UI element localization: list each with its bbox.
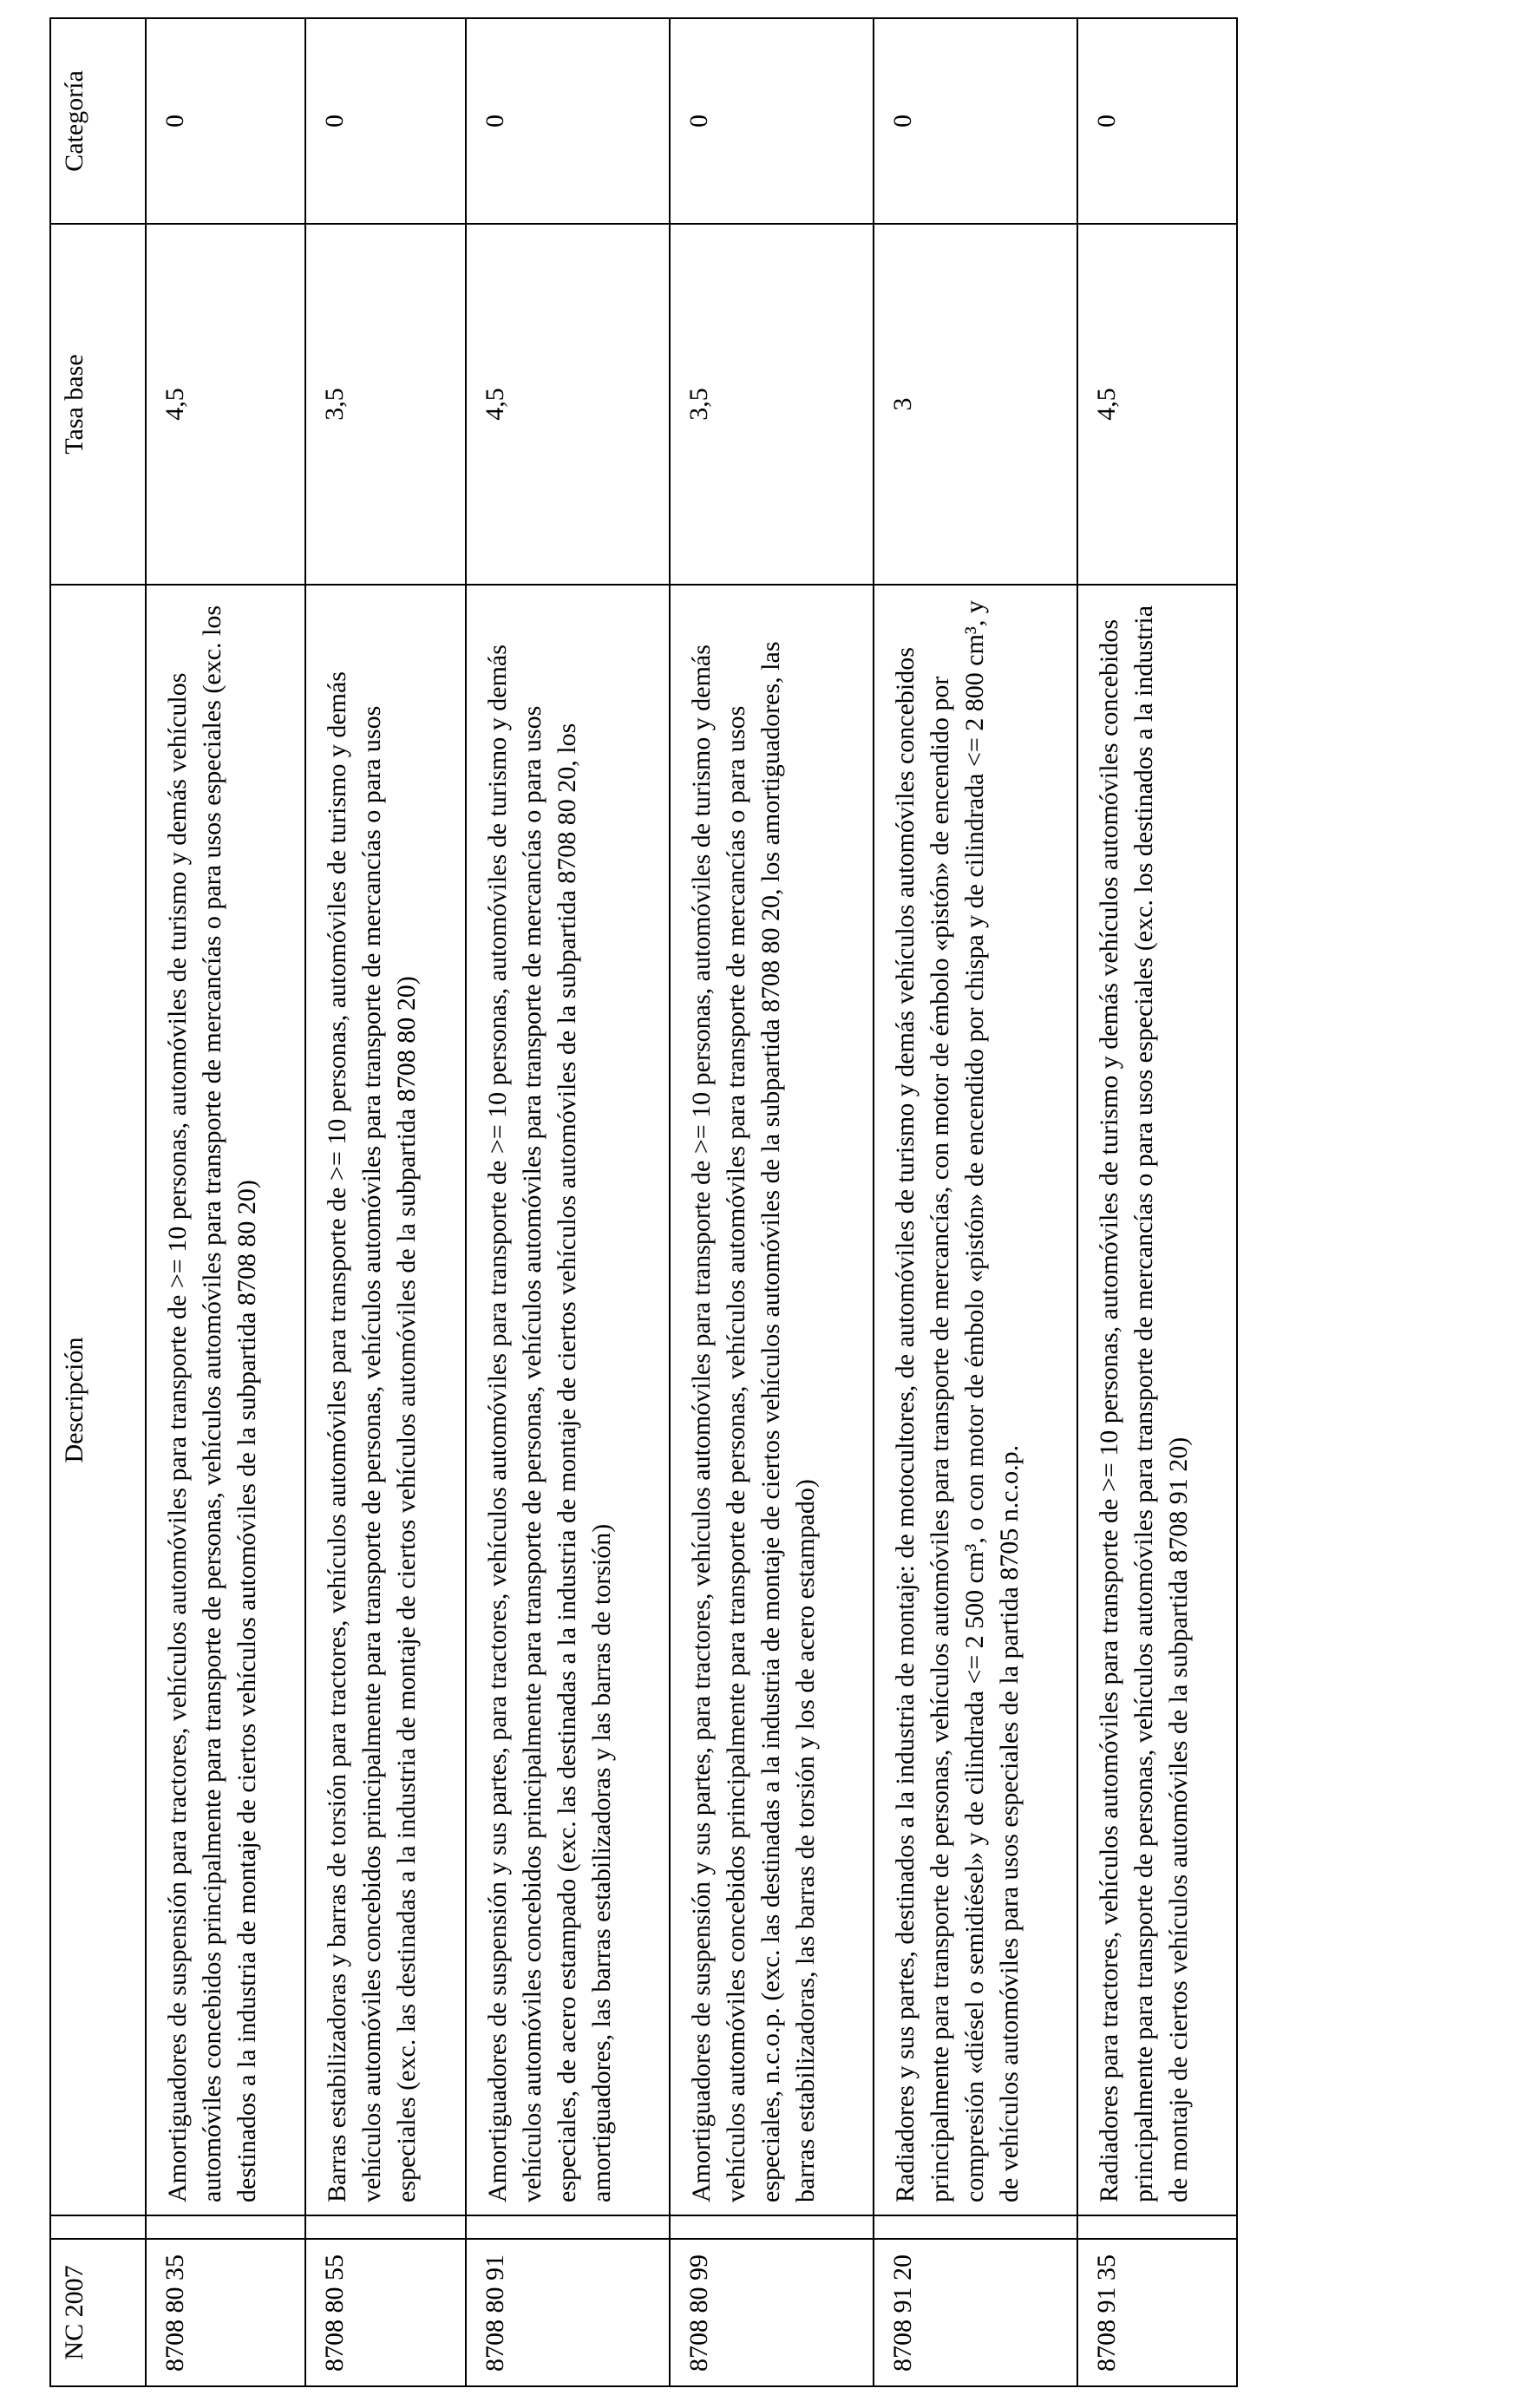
header-separator bbox=[50, 2215, 146, 2239]
row-rate: 3 bbox=[874, 224, 1077, 585]
rotated-page bbox=[49, 19, 1238, 2387]
row-category: 0 bbox=[874, 18, 1077, 224]
row-separator bbox=[146, 2215, 305, 2239]
row-separator bbox=[874, 2215, 1077, 2239]
row-description: Radiadores para tractores, vehículos automóviles para transporte de >= 10 personas, automóviles de turismo y demás vehículos automóviles concebidos principalmente para transporte de personas, vehículos automóviles para transporte de mercancías o para usos especiales (exc. los destinados a la industria de montaje de ciertos vehículos automóviles de la subpartida 8708 91 20) bbox=[1077, 585, 1237, 2215]
row-rate: 4,5 bbox=[466, 224, 670, 585]
row-category: 0 bbox=[146, 18, 305, 224]
header-code: NC 2007 bbox=[50, 2239, 146, 2386]
row-description: Barras estabilizadoras y barras de torsión para tractores, vehículos automóviles para transporte de >= 10 personas, automóviles de turismo y demás vehículos automóviles concebidos principalmente para transporte de personas, vehículos automóviles para transporte de mercancías o para usos especiales (exc. las destinadas a la industria de montaje de ciertos vehículos automóviles de la subpartida 8708 80 20) bbox=[305, 585, 465, 2215]
row-description: Radiadores y sus partes, destinados a la industria de montaje: de motocultores, de automóviles de turismo y demás vehículos automóviles concebidos principalmente para transporte de personas, vehículos automóviles para transporte de mercancías, con motor de émbolo «pistón» de encendido por compresión «diésel o semidiésel» y de cilindrada <= 2 500 cm³, o con motor de émbolo «pistón» de encendido por chispa y de cilindrada <= 2 800 cm³, y de vehículos automóviles para usos especiales de la partida 8705 n.c.o.p. bbox=[874, 585, 1077, 2215]
row-code: 8708 91 35 bbox=[1077, 2239, 1237, 2386]
header-description: Descripción bbox=[50, 585, 146, 2215]
row-category: 0 bbox=[670, 18, 874, 224]
row-separator bbox=[305, 2215, 465, 2239]
row-code: 8708 80 55 bbox=[305, 2239, 465, 2386]
header-category: Categoría bbox=[50, 18, 146, 224]
row-code: 8708 91 20 bbox=[874, 2239, 1077, 2386]
table-row bbox=[874, 18, 1077, 2386]
row-code: 8708 80 35 bbox=[146, 2239, 305, 2386]
row-category: 0 bbox=[305, 18, 465, 224]
row-description: Amortiguadores de suspensión y sus partes, para tractores, vehículos automóviles para transporte de >= 10 personas, automóviles de turismo y demás vehículos automóviles concebidos principalmente para transporte de personas, vehículos automóviles para transporte de mercancías o para usos especiales, n.c.o.p. (exc. las destinadas a la industria de montaje de ciertos vehículos automóviles de la subpartida 8708 80 20, los amortiguadores, las barras estabilizadoras, las barras de torsión y los de acero estampado) bbox=[670, 585, 874, 2215]
header-rate: Tasa base bbox=[50, 224, 146, 585]
header-row bbox=[50, 18, 146, 2386]
table-row bbox=[1077, 18, 1237, 2386]
row-rate: 4,5 bbox=[1077, 224, 1237, 585]
table-row bbox=[670, 18, 874, 2386]
row-description: Amortiguadores de suspensión y sus partes, para tractores, vehículos automóviles para transporte de >= 10 personas, automóviles de turismo y demás vehículos automóviles concebidos principalmente para transporte de personas, vehículos automóviles para transporte de mercancías o para usos especiales, de acero estampado (exc. las destinadas a la industria de montaje de ciertos vehículos automóviles de la subpartida 8708 80 20, los amortiguadores, las barras estabilizadoras y las barras de torsión) bbox=[466, 585, 670, 2215]
row-code: 8708 80 91 bbox=[466, 2239, 670, 2386]
table-row bbox=[466, 18, 670, 2386]
row-rate: 3,5 bbox=[670, 224, 874, 585]
row-separator bbox=[1077, 2215, 1237, 2239]
row-category: 0 bbox=[1077, 18, 1237, 224]
row-category: 0 bbox=[466, 18, 670, 224]
table-row bbox=[305, 18, 465, 2386]
row-description: Amortiguadores de suspensión para tractores, vehículos automóviles para transporte de >= 10 personas, automóviles de turismo y demás vehículos automóviles concebidos principalmente para transporte de personas, vehículos automóviles para transporte de mercancías o para usos especiales (exc. los destinados a la industria de montaje de ciertos vehículos automóviles de la subpartida 8708 80 20) bbox=[146, 585, 305, 2215]
row-rate: 3,5 bbox=[305, 224, 465, 585]
tariff-table bbox=[49, 17, 1238, 2387]
row-separator bbox=[466, 2215, 670, 2239]
table-row bbox=[146, 18, 305, 2386]
row-separator bbox=[670, 2215, 874, 2239]
row-rate: 4,5 bbox=[146, 224, 305, 585]
row-code: 8708 80 99 bbox=[670, 2239, 874, 2386]
